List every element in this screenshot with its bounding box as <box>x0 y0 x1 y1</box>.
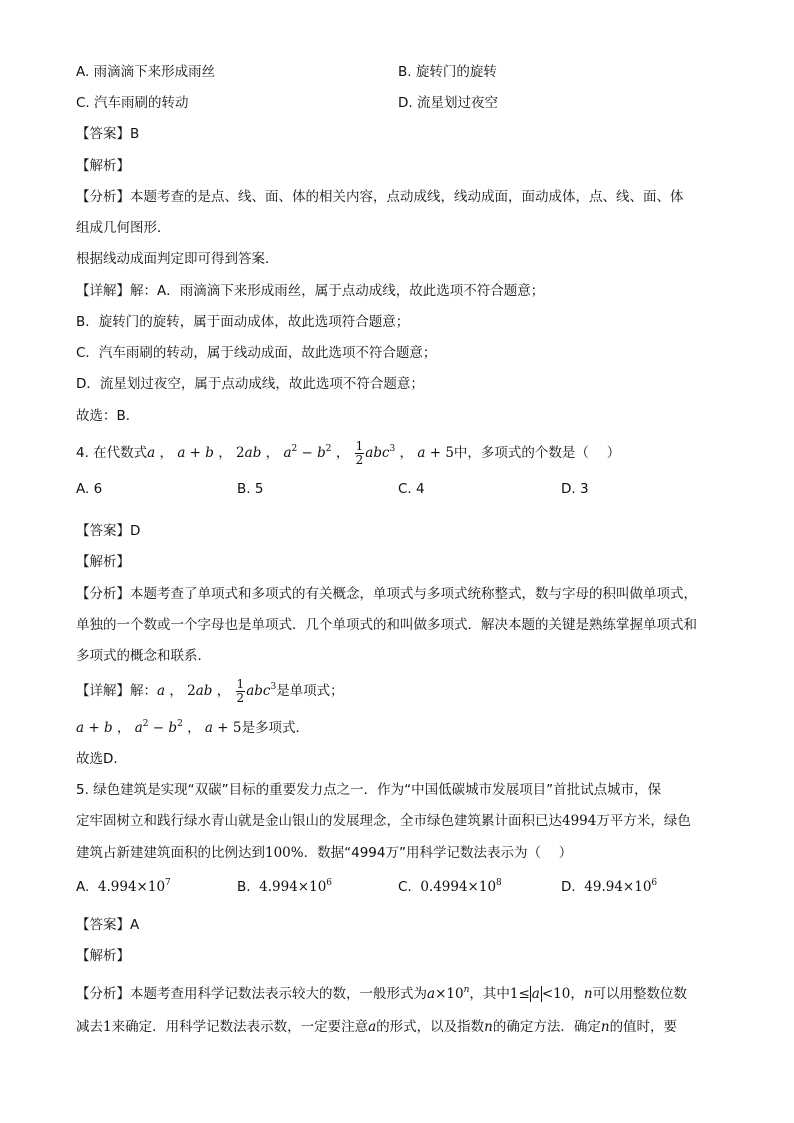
q5-stem-2-number: 4994 <box>562 813 597 829</box>
q3-detail-line-4: D．流星划过夜空，属于点动成线，故此选项不符合题意； <box>76 376 424 392</box>
q5-stem-3a: 建筑占新建建筑面积的比例达到 <box>76 845 265 861</box>
q5-stem-line-3 <box>76 843 572 863</box>
q3-analysis-line-1: 【分析】本题考查的是点、线、面、体的相关内容，点动成线，线动成面，面动成体，点、线、面、体 <box>76 189 684 205</box>
q3-option-a: A. 雨滴滴下来形成雨丝 <box>76 64 216 80</box>
q4-analysis-line-1: 【分析】本题考查了单项式和多项式的有关概念，单项式与多项式统称整式，数与字母的积叫做单项式， <box>76 586 697 602</box>
q4-expr-a: a <box>147 445 156 461</box>
q4-option-a: A. 6 <box>76 481 103 497</box>
q4-expr-a2-b2: a <box>283 445 292 461</box>
q3-option-d: D. 流星划过夜空 <box>398 95 498 111</box>
q4-monomial-suffix: 是单项式； <box>276 683 344 699</box>
q4-expr-a-plus-b: a <box>177 445 186 461</box>
q4-option-b: B. 5 <box>237 481 264 497</box>
q4-expr-a-plus-5: a <box>417 445 426 461</box>
q4-detail-prefix: 【详解】解： <box>76 683 157 699</box>
q4-analysis-line-3: 多项式的概念和联系． <box>76 648 211 664</box>
q3-option-b: B. 旋转门的旋转 <box>398 64 497 80</box>
q4-analysis-line-2: 单独的一个数或一个字母也是单项式．几个单项式的和叫做多项式．解决本题的关键是熟练掌握单项式和 <box>76 617 697 633</box>
q4-expr-half-fraction: $\frac{1}{2}$ <box>355 438 364 467</box>
q5-option-c: C. $0.4994\times 10^8$ <box>398 878 502 895</box>
q4-stem: 4. 在代数式a ， a + b ， 2ab ， $a^2 - b^2$ ， $\frac{1}{2}$ abc$^3$ ， a + 5中，多项式的个数是（ ） <box>76 438 621 467</box>
q4-option-d: D. 3 <box>561 481 589 497</box>
q3-answer: 【答案】B <box>76 126 140 142</box>
q3-analysis-line-2: 组成几何图形． <box>76 220 171 236</box>
q5-stem-3-percent: 100% <box>265 845 304 861</box>
q3-detail-line-3: C．汽车雨刷的转动，属于线动成面，故此选项不符合题意； <box>76 345 437 361</box>
q5-stem-2a: 定牢固树立和践行绿水青山就是金山银山的发展理念，全市绿色建筑累计面积已达 <box>76 813 562 829</box>
q5-analysis-line-1: 【分析】本题考查用科学记数法表示较大的数，一般形式为$a\times 10^n$，其中1≤ a <10，n可以用整数位数 <box>76 985 688 1002</box>
q5-analysis-line-2: 减去1来确定．用科学记数法表示数，一定要注意a的形式，以及指数n的确定方法．确定n的值时，要 <box>76 1019 678 1035</box>
q3-analysis-line-3: 根据线动成面判定即可得到答案． <box>76 251 279 267</box>
q5-stem-line-1: 5. 绿色建筑是实现“双碳”目标的重要发力点之一．作为“中国低碳城市发展项目”首批试点城市，保 <box>76 782 662 798</box>
q5-stem-line-2 <box>76 811 691 831</box>
q4-detail-line-1: 【详解】解：a ， 2ab ， $\frac{1}{2}$ abc$^3$是单项式； <box>76 676 344 705</box>
q3-detail-line-2: B．旋转门的旋转，属于面动成体，故此选项符合题意； <box>76 314 410 330</box>
q5-option-a: A. $4.994\times 10^7$ <box>76 878 171 895</box>
q3-option-c: C. 汽车雨刷的转动 <box>76 95 189 111</box>
q5-stem-3b: ．数据“4994万”用科学记数法表示为（ ） <box>303 845 573 861</box>
q5-answer: 【答案】A <box>76 917 140 933</box>
q3-detail-line-1: 【详解】解：A．雨滴滴下来形成雨丝，属于点动成线，故此选项不符合题意； <box>76 283 545 299</box>
q4-answer: 【答案】D <box>76 523 141 539</box>
q4-choose: 故选D． <box>76 751 127 767</box>
q5-option-b: B. $4.994\times 10^6$ <box>237 878 333 895</box>
q4-polynomial-suffix: 是多项式． <box>241 720 309 736</box>
q4-stem-suffix: 中，多项式的个数是（ ） <box>453 445 621 461</box>
q4-option-c: C. 4 <box>398 481 425 497</box>
q4-jiexi-heading: 【解析】 <box>76 554 130 570</box>
q4-stem-prefix: 4. 在代数式 <box>76 445 148 461</box>
q5-stem-2b: 万平方米，绿色 <box>596 813 691 829</box>
q3-choose: 故选：B． <box>76 408 140 424</box>
q5-jiexi-heading: 【解析】 <box>76 948 130 964</box>
q4-expr-2ab: ab <box>244 445 262 461</box>
q3-jiexi-heading: 【解析】 <box>76 158 130 174</box>
q4-detail-line-2: a + b ， $a^2 - b^2$ ， a + 5是多项式． <box>76 719 309 736</box>
q5-option-d: D. $49.94\times 10^6$ <box>561 878 658 895</box>
